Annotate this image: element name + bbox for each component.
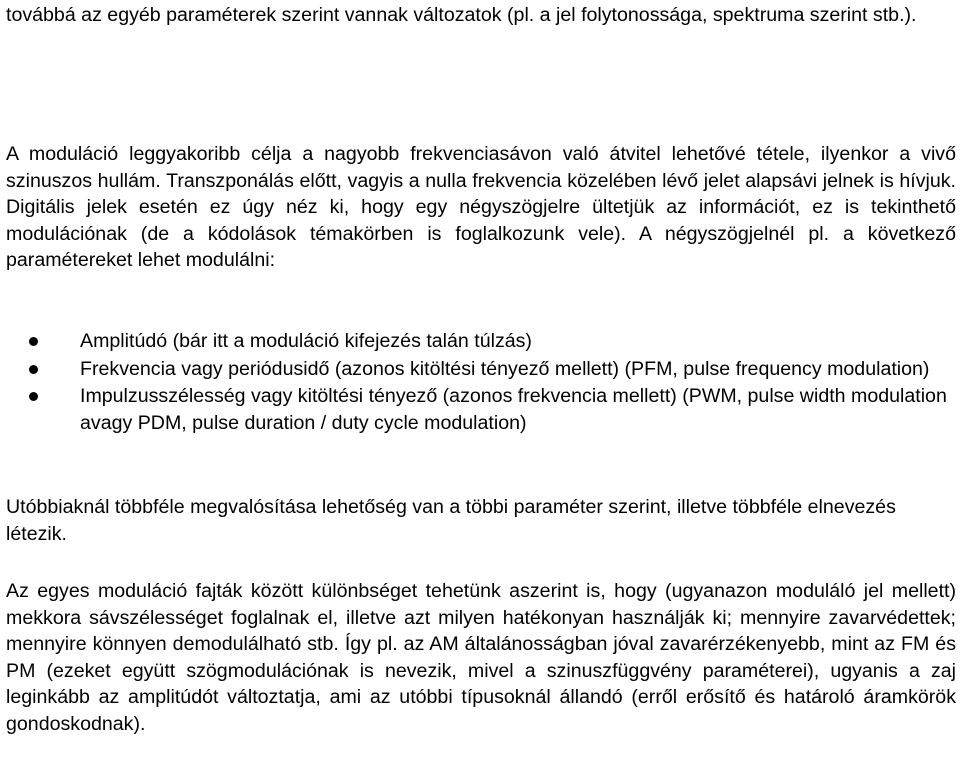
paragraph-modulation-purpose: A moduláció leggyakoribb célja a nagyobb frekvenciasávon való átvitel lehetővé tétele, ilyenkor a vivő szinuszos hullám. Transzponálás előtt, vagyis a nulla frekvencia közelében lévő jelet alapsávi jelnek is hívjuk. Digitális jelek esetén ez úgy néz ki, hogy egy négyszögjelre ültetjük az információt, ez is tekinthető modulációnak (de a kódolások témakörben is foglalkozunk vele). A négyszögjelnél pl. a következő paramétereket lehet modulálni: — [6, 143, 956, 271]
modulation-parameter-list — [6, 328, 956, 436]
list-item — [6, 383, 956, 436]
list-item-text: Impulzusszélesség vagy kitöltési tényező (azonos frekvencia mellett) (PWM, pulse width modulation avagy PDM, pulse duration / duty cycle modulation) — [80, 385, 947, 434]
list-item — [6, 356, 956, 383]
bullet-icon — [29, 337, 38, 346]
bullet-icon — [29, 392, 38, 401]
list-item-text: Amplitúdó (bár itt a moduláció kifejezés talán túlzás) — [80, 330, 532, 352]
list-item — [6, 328, 956, 355]
list-item-text: Frekvencia vagy periódusidő (azonos kitöltési tényező mellett) (PFM, pulse frequency modulation) — [80, 357, 930, 380]
paragraph-continuation: továbbá az egyéb paraméterek szerint vannak változatok (pl. a jel folytonossága, spektruma szerint stb.). — [6, 4, 917, 26]
bullet-icon — [29, 365, 38, 374]
paragraph-comparison: Az egyes moduláció fajták között különbséget tehetünk aszerint is, hogy (ugyanazon moduláló jel mellett) mekkora sávszélességet foglalnak el, illetve azt milyen hatékonyan használják ki; mennyire zavarvédettek; mennyire könnyen demodulálható stb. Így pl. az AM általánosságban jóval zavarérzékenyebb, mint az FM és PM (ezeket együtt szögmodulációnak is nevezik, mivel a szinuszfüggvény paraméterei), ugyanis a zaj leginkább az amplitúdót változtatja, ami az utóbbi típusoknál állandó (erről erősítő és határoló áramkörök gondoskodnak). — [6, 580, 956, 735]
paragraph-variants: Utóbbiaknál többféle megvalósítása lehetőség van a többi paraméter szerint, illetve többféle elnevezés létezik. — [6, 496, 896, 545]
